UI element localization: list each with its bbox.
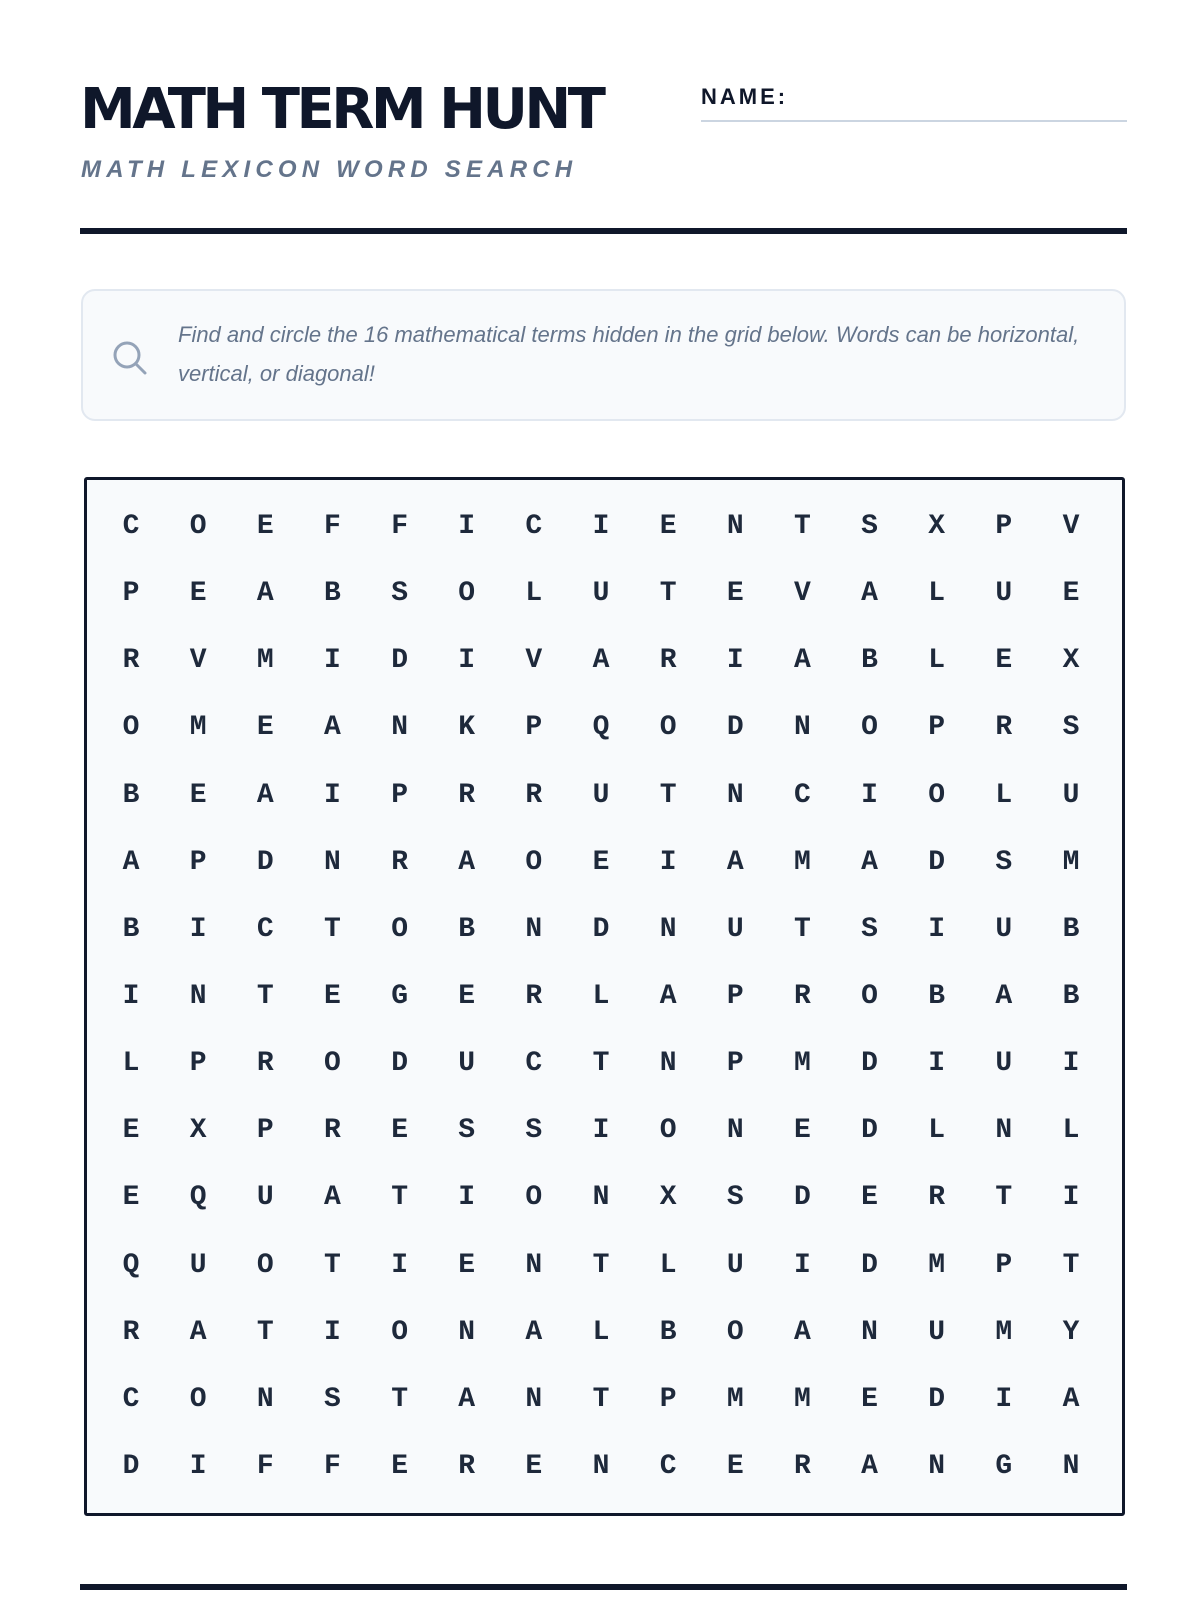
grid-letter[interactable]: D	[861, 1115, 878, 1147]
grid-letter[interactable]: I	[189, 1451, 207, 1482]
grid-letter[interactable]: T	[659, 779, 677, 811]
grid-letter[interactable]: O	[256, 1249, 274, 1281]
grid-letter[interactable]: T	[793, 913, 811, 945]
grid-letter[interactable]: Y	[1062, 1316, 1080, 1348]
grid-letter[interactable]: L	[659, 1249, 677, 1281]
grid-letter[interactable]: A	[861, 1451, 878, 1482]
grid-letter[interactable]: A	[256, 578, 274, 610]
grid-letter[interactable]: U	[928, 1316, 946, 1348]
grid-letter[interactable]: S	[995, 846, 1013, 878]
grid-letter[interactable]: D	[122, 1451, 140, 1482]
grid-letter[interactable]: T	[256, 1316, 274, 1348]
grid-letter[interactable]: I	[928, 913, 946, 945]
grid-letter[interactable]: I	[928, 1048, 946, 1080]
grid-letter[interactable]: R	[995, 712, 1013, 744]
grid-letter[interactable]: I	[592, 1115, 610, 1147]
grid-letter[interactable]: R	[525, 981, 543, 1012]
grid-letter[interactable]: P	[391, 779, 408, 811]
grid-letter[interactable]: D	[256, 846, 274, 878]
grid-letter[interactable]: N	[525, 1383, 543, 1415]
grid-letter[interactable]: O	[391, 1316, 408, 1348]
grid-letter[interactable]: P	[726, 1048, 744, 1080]
grid-letter[interactable]: N	[726, 511, 744, 542]
grid-letter[interactable]: N	[861, 1316, 878, 1348]
grid-letter[interactable]: D	[928, 846, 946, 878]
grid-letter[interactable]: M	[995, 1316, 1013, 1348]
page-subtitle: MATH LEXICON WORD SEARCH	[81, 156, 578, 183]
grid-letter[interactable]: T	[391, 1383, 408, 1415]
grid-letter[interactable]: G	[995, 1451, 1013, 1482]
grid-letter[interactable]: U	[726, 1249, 744, 1281]
grid-letter[interactable]: D	[928, 1383, 946, 1415]
grid-letter[interactable]: I	[323, 645, 341, 677]
grid-letter[interactable]: I	[189, 913, 207, 945]
grid-letter[interactable]: A	[1062, 1383, 1080, 1415]
search-icon	[111, 339, 149, 377]
instructions-text: Find and circle the 16 mathematical terms hidden in the grid below. Words can be horizontal, vertical, or diagonal!	[178, 322, 1080, 386]
grid-letter[interactable]: I	[323, 779, 341, 811]
grid-letter[interactable]: U	[726, 913, 744, 945]
grid-letter[interactable]: I	[458, 645, 476, 677]
grid-letter[interactable]: U	[995, 1048, 1013, 1080]
grid-letter[interactable]: C	[525, 511, 543, 542]
grid-letter[interactable]: I	[726, 645, 744, 677]
grid-letter[interactable]: T	[659, 578, 677, 610]
grid-letter[interactable]: C	[525, 1048, 543, 1080]
grid-letter[interactable]: M	[793, 1048, 811, 1080]
grid-letter[interactable]: D	[726, 712, 744, 744]
grid-letter[interactable]: S	[391, 578, 408, 610]
grid-letter[interactable]: N	[391, 712, 408, 744]
grid-letter[interactable]: B	[1062, 981, 1080, 1012]
grid-letter[interactable]: E	[189, 779, 207, 811]
grid-letter[interactable]: N	[256, 1383, 274, 1415]
page-title: MATH TERM HUNT	[80, 77, 603, 142]
grid-letter[interactable]: S	[726, 1182, 744, 1214]
grid-letter[interactable]: C	[256, 913, 274, 945]
grid-letter[interactable]: O	[525, 1182, 543, 1214]
grid-letter[interactable]: E	[1062, 578, 1080, 610]
grid-letter[interactable]: O	[726, 1316, 744, 1348]
grid-letter[interactable]: E	[256, 511, 274, 542]
grid-letter[interactable]: P	[928, 712, 946, 744]
grid-letter[interactable]: E	[391, 1115, 408, 1147]
grid-letter[interactable]: F	[323, 1451, 341, 1482]
grid-letter[interactable]: B	[928, 981, 946, 1012]
grid-letter[interactable]: N	[458, 1316, 476, 1348]
grid-letter[interactable]: I	[122, 981, 140, 1012]
grid-letter[interactable]: M	[928, 1249, 946, 1281]
grid-letter[interactable]: T	[391, 1182, 408, 1214]
grid-letter[interactable]: C	[793, 779, 811, 811]
grid-letter[interactable]: C	[122, 1383, 140, 1415]
grid-letter[interactable]: E	[189, 578, 207, 610]
grid-letter[interactable]: Q	[189, 1182, 207, 1214]
grid-letter[interactable]: A	[122, 846, 140, 878]
grid-letter[interactable]: O	[525, 846, 543, 878]
grid-letter[interactable]: L	[592, 1316, 610, 1348]
grid-letter[interactable]: L	[928, 645, 946, 677]
grid-letter[interactable]: I	[458, 511, 476, 542]
grid-letter[interactable]: U	[592, 779, 610, 811]
grid-letter[interactable]: B	[861, 645, 878, 677]
grid-letter[interactable]: B	[458, 913, 476, 945]
grid-letter[interactable]: O	[189, 511, 207, 542]
grid-letter[interactable]: N	[659, 1048, 677, 1080]
grid-letter[interactable]: E	[122, 1182, 140, 1214]
grid-letter[interactable]: R	[928, 1182, 946, 1214]
grid-letter[interactable]: P	[995, 511, 1013, 542]
grid-letter[interactable]: T	[793, 511, 811, 542]
grid-letter[interactable]: E	[391, 1451, 408, 1482]
grid-letter[interactable]: X	[928, 511, 946, 542]
grid-letter[interactable]: N	[928, 1451, 946, 1482]
grid-letter[interactable]: D	[391, 1048, 408, 1080]
grid-letter[interactable]: L	[525, 578, 543, 610]
grid-letter[interactable]: U	[1062, 779, 1080, 811]
grid-letter[interactable]: M	[793, 846, 811, 878]
grid-letter[interactable]: V	[189, 645, 207, 677]
grid-letter[interactable]: U	[995, 578, 1013, 610]
grid-letter[interactable]: D	[592, 913, 610, 945]
grid-letter[interactable]: I	[995, 1383, 1013, 1415]
grid-letter[interactable]: I	[1062, 1182, 1080, 1214]
grid-letter[interactable]: M	[793, 1383, 811, 1415]
grid-letter[interactable]: M	[256, 645, 274, 677]
grid-letter[interactable]: A	[525, 1316, 543, 1348]
grid-letter[interactable]: M	[1062, 846, 1080, 878]
grid-letter[interactable]: E	[861, 1383, 878, 1415]
grid-letter[interactable]: I	[323, 1316, 341, 1348]
grid-letter[interactable]: L	[592, 981, 610, 1012]
grid-letter[interactable]: P	[189, 846, 207, 878]
grid-letter[interactable]: X	[1062, 645, 1080, 677]
grid-letter[interactable]: U	[189, 1249, 207, 1281]
grid-letter[interactable]: T	[1062, 1249, 1080, 1281]
top-divider	[80, 228, 1127, 234]
grid-letter[interactable]: I	[458, 1182, 476, 1214]
grid-letter[interactable]: U	[995, 913, 1013, 945]
grid-letter[interactable]: C	[122, 511, 140, 542]
grid-letter[interactable]: T	[323, 913, 341, 945]
grid-letter[interactable]: T	[323, 1249, 341, 1281]
grid-letter[interactable]: N	[995, 1115, 1013, 1147]
grid-letter[interactable]: S	[861, 511, 878, 542]
grid-letter[interactable]: N	[525, 1249, 543, 1281]
grid-letter[interactable]: B	[122, 779, 140, 811]
grid-letter[interactable]: L	[1062, 1115, 1080, 1147]
grid-letter[interactable]: N	[592, 1451, 610, 1482]
grid-letter[interactable]: S	[525, 1115, 543, 1147]
grid-letter[interactable]: R	[122, 1316, 140, 1348]
grid-letter[interactable]: S	[861, 913, 878, 945]
grid-letter[interactable]: A	[458, 1383, 476, 1415]
grid-letter[interactable]: A	[793, 1316, 811, 1348]
grid-letter[interactable]: S	[323, 1383, 341, 1415]
grid-letter[interactable]: E	[793, 1115, 811, 1147]
grid-letter[interactable]: A	[995, 981, 1013, 1012]
grid-letter[interactable]: O	[928, 779, 946, 811]
grid-letter[interactable]: O	[458, 578, 476, 610]
grid-letter[interactable]: N	[592, 1182, 610, 1214]
grid-letter[interactable]: B	[659, 1316, 677, 1348]
grid-letter[interactable]: O	[122, 712, 140, 744]
grid-letter[interactable]: B	[122, 913, 140, 945]
grid-letter[interactable]: I	[861, 779, 878, 811]
grid-letter[interactable]: Q	[592, 712, 610, 744]
grid-letter[interactable]: E	[525, 1451, 543, 1482]
grid-letter[interactable]: U	[256, 1182, 274, 1214]
grid-letter[interactable]: F	[256, 1451, 274, 1482]
word-search-grid	[84, 477, 1125, 1516]
grid-letter[interactable]: I	[592, 511, 610, 542]
grid-letter[interactable]: N	[726, 779, 744, 811]
grid-letter[interactable]: O	[659, 712, 677, 744]
grid-letter[interactable]: E	[458, 981, 476, 1012]
grid-letter[interactable]: R	[256, 1048, 274, 1080]
grid-letter[interactable]: L	[928, 578, 946, 610]
grid-letter[interactable]: A	[659, 981, 677, 1012]
grid-letter[interactable]: I	[1062, 1048, 1080, 1080]
grid-letter[interactable]: N	[189, 981, 207, 1012]
grid-letter[interactable]: O	[323, 1048, 341, 1080]
name-field[interactable]	[701, 120, 1127, 122]
grid-letter[interactable]: U	[458, 1048, 476, 1080]
grid-letter[interactable]: V	[1062, 511, 1080, 542]
bottom-divider	[80, 1584, 1127, 1590]
grid-letter[interactable]: D	[391, 645, 408, 677]
grid-letter[interactable]: I	[793, 1249, 811, 1281]
grid-letter[interactable]: T	[592, 1249, 610, 1281]
grid-letter[interactable]: R	[659, 645, 677, 677]
grid-letter[interactable]: M	[726, 1383, 744, 1415]
grid-letter[interactable]: O	[189, 1383, 207, 1415]
grid-letter[interactable]: E	[323, 981, 341, 1012]
grid-letter[interactable]: O	[861, 981, 878, 1012]
grid-letter[interactable]: N	[1062, 1451, 1080, 1482]
grid-letter[interactable]: E	[122, 1115, 140, 1147]
grid-letter[interactable]: E	[861, 1182, 878, 1214]
grid-letter[interactable]: M	[189, 712, 207, 744]
grid-letter[interactable]: A	[861, 578, 878, 610]
grid-letter[interactable]: X	[189, 1115, 207, 1147]
grid-letter[interactable]: A	[256, 779, 274, 811]
grid-letter[interactable]: P	[122, 578, 140, 610]
grid-letter[interactable]: A	[793, 645, 811, 677]
grid-letter[interactable]: A	[592, 645, 610, 677]
grid-letter[interactable]: P	[189, 1048, 207, 1080]
grid-letter[interactable]: X	[659, 1182, 677, 1214]
grid-letter[interactable]: N	[793, 712, 811, 744]
grid-letter[interactable]: T	[592, 1383, 610, 1415]
grid-letter[interactable]: A	[458, 846, 476, 878]
grid-letter[interactable]: R	[458, 1451, 476, 1482]
grid-letter[interactable]: A	[189, 1316, 207, 1348]
grid-letter[interactable]: P	[525, 712, 543, 744]
grid-letter[interactable]: V	[525, 645, 543, 677]
grid-letter[interactable]: R	[525, 779, 543, 811]
grid-letter[interactable]: S	[458, 1115, 476, 1147]
grid-letter[interactable]: I	[659, 846, 677, 878]
grid-letter[interactable]: L	[928, 1115, 946, 1147]
grid-letter[interactable]: T	[995, 1182, 1013, 1214]
grid-letter[interactable]: T	[592, 1048, 610, 1080]
grid-letter[interactable]: P	[726, 981, 744, 1012]
grid-letter[interactable]: E	[995, 645, 1013, 677]
grid-letter[interactable]: I	[391, 1249, 408, 1281]
grid-letter[interactable]: R	[793, 981, 811, 1012]
grid-letter[interactable]: P	[256, 1115, 274, 1147]
grid-letter[interactable]: A	[726, 846, 744, 878]
grid-letter[interactable]: R	[458, 779, 476, 811]
grid-letter[interactable]: E	[659, 511, 677, 542]
grid-letter[interactable]: N	[323, 846, 341, 878]
grid-letter[interactable]: N	[659, 913, 677, 945]
grid-letter[interactable]: O	[391, 913, 408, 945]
grid-letter[interactable]: R	[391, 846, 408, 878]
grid-letter[interactable]: Q	[122, 1249, 140, 1281]
grid-letter[interactable]: O	[861, 712, 878, 744]
grid-letter[interactable]: S	[1062, 712, 1080, 744]
grid-letter[interactable]: L	[995, 779, 1013, 811]
grid-letter[interactable]: D	[861, 1048, 878, 1080]
grid-letter[interactable]: P	[659, 1383, 677, 1415]
grid-letter[interactable]: V	[793, 578, 811, 610]
grid-letter[interactable]: C	[659, 1451, 677, 1482]
grid-letter[interactable]: K	[458, 712, 476, 744]
grid-letter[interactable]: R	[323, 1115, 341, 1147]
grid-letter[interactable]: E	[458, 1249, 476, 1281]
grid-letter[interactable]: G	[391, 981, 408, 1012]
grid-letter[interactable]: B	[1062, 913, 1080, 945]
grid-letter[interactable]: E	[256, 712, 274, 744]
grid-letter[interactable]: A	[861, 846, 878, 878]
grid-letter[interactable]: P	[995, 1249, 1013, 1281]
grid-letter[interactable]: R	[793, 1451, 811, 1482]
grid-letter[interactable]: F	[323, 511, 341, 542]
grid-letter[interactable]: A	[323, 712, 341, 744]
grid-letter[interactable]: O	[659, 1115, 677, 1147]
grid-letter[interactable]: L	[122, 1048, 140, 1080]
instructions-box	[81, 289, 1126, 421]
grid-letter[interactable]: E	[592, 846, 610, 878]
grid-letter[interactable]: N	[726, 1115, 744, 1147]
grid-letter[interactable]: R	[122, 645, 140, 677]
grid-letter[interactable]: A	[323, 1182, 341, 1214]
grid-letter[interactable]: B	[323, 578, 341, 610]
grid-letter[interactable]: E	[726, 578, 744, 610]
grid-letter[interactable]: E	[726, 1451, 744, 1482]
grid-letter[interactable]: F	[391, 511, 408, 542]
grid-letter[interactable]: U	[592, 578, 610, 610]
grid-letter[interactable]: T	[256, 981, 274, 1012]
grid-letter[interactable]: D	[861, 1249, 878, 1281]
grid-letter[interactable]: N	[525, 913, 543, 945]
name-label: NAME:	[701, 84, 789, 109]
grid-letter[interactable]: D	[793, 1182, 811, 1214]
